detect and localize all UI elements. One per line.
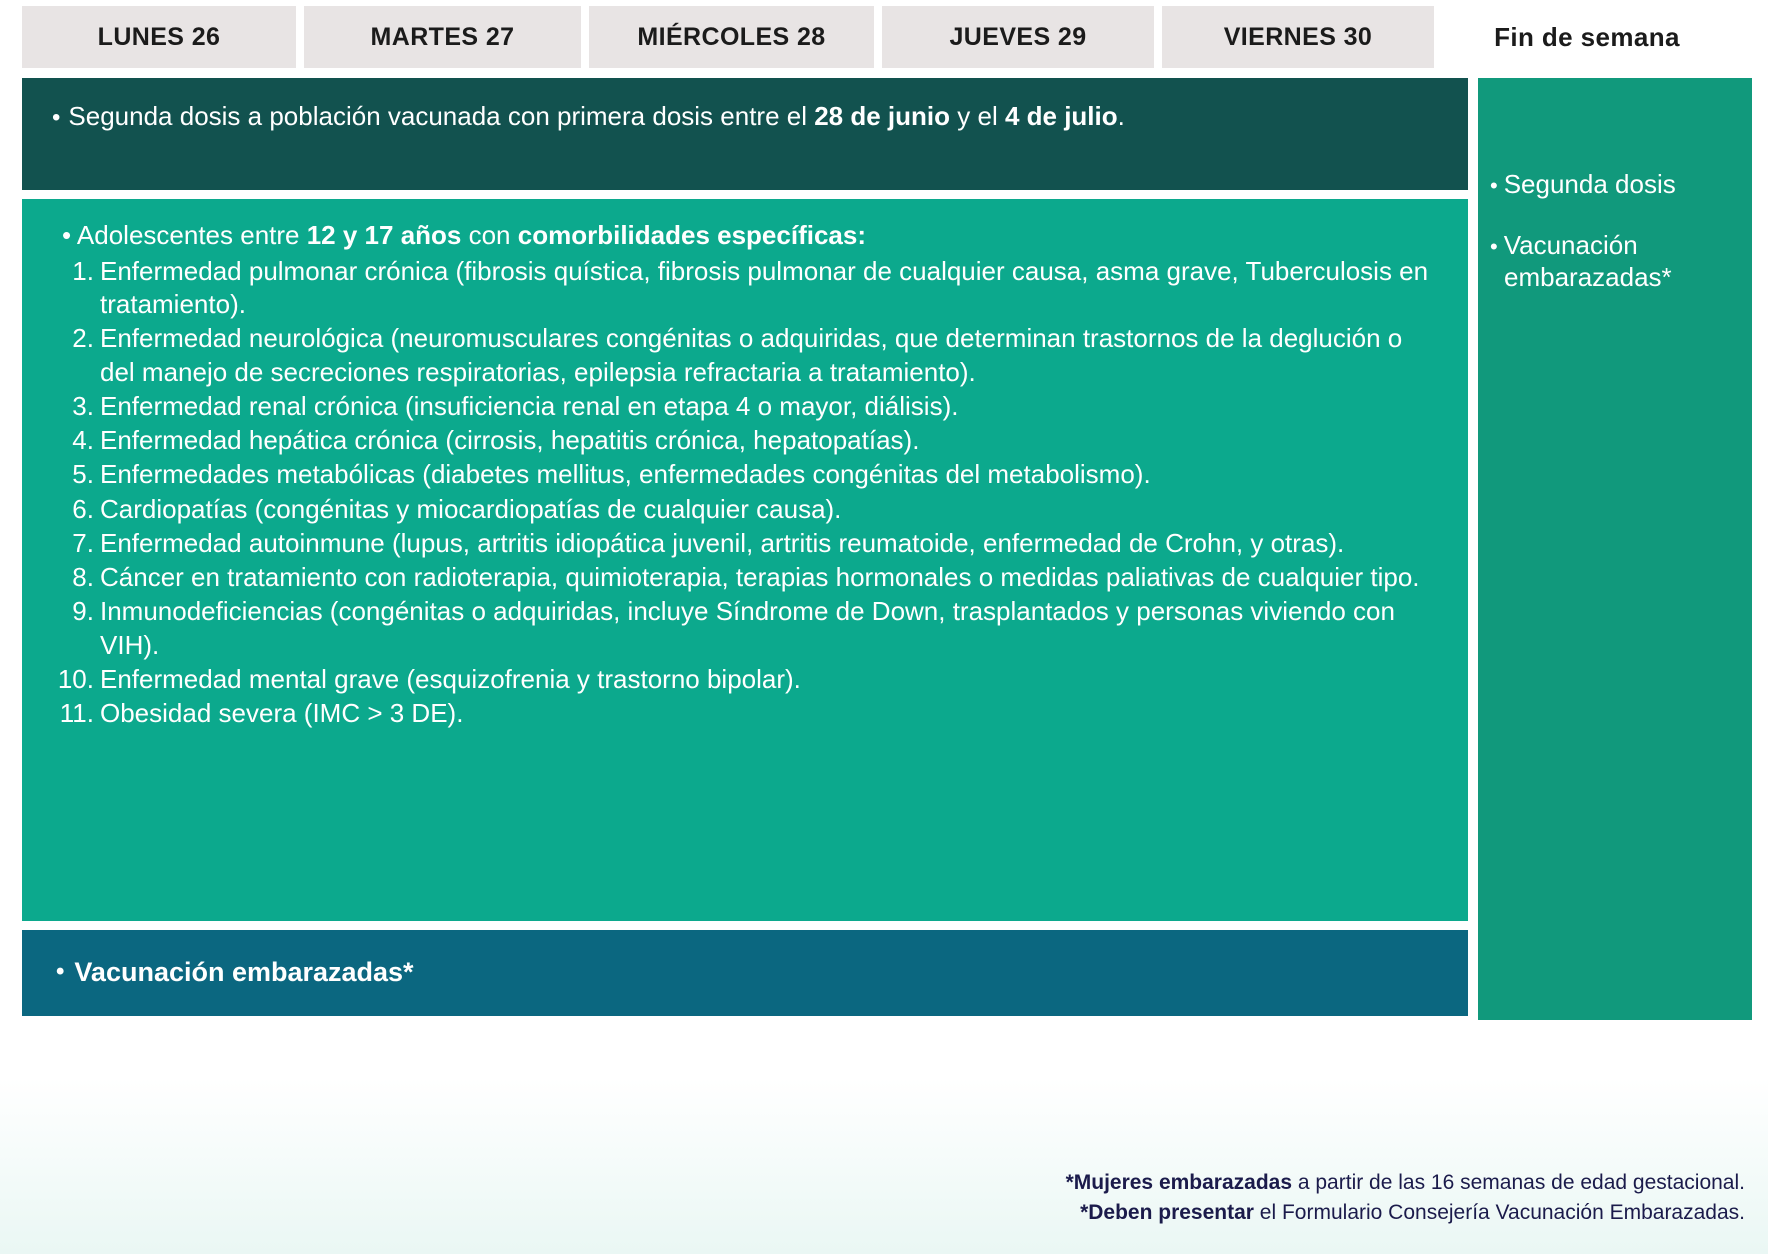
day-header-monday-label: LUNES 26	[97, 22, 221, 51]
adolescents-age-range: 12 y 17 años	[306, 220, 462, 250]
day-header-monday	[22, 6, 296, 68]
weekday-content-column	[22, 78, 1468, 1016]
footnote-2-bold: *Deben presentar	[1080, 1201, 1254, 1225]
day-header-tuesday	[304, 6, 581, 68]
footnote-required-form	[0, 1198, 1745, 1228]
pregnant-vaccination-band	[22, 930, 1468, 1016]
comorbidity-item: Enfermedades metabólicas (diabetes mellitus, enfermedades congénitas del metabolismo).	[100, 459, 1151, 490]
comorbidity-item: Enfermedad autoinmune (lupus, artritis idiopática juvenil, artritis reumatoide, enfermedad de Crohn, y otras).	[100, 527, 1345, 558]
bullet-icon: •	[1490, 233, 1498, 259]
bullet-icon: •	[62, 220, 72, 250]
footnotes	[0, 1168, 1745, 1229]
weekend-item-label: Segunda dosis	[1503, 169, 1676, 199]
comorbidity-item: Obesidad severa (IMC > 3 DE).	[100, 698, 464, 729]
comorbidity-item: Cáncer en tratamiento con radioterapia, quimioterapia, terapias hormonales o medidas paliativas de cualquier tipo.	[100, 562, 1420, 593]
day-header-tuesday-label: MARTES 27	[370, 22, 515, 51]
comorbidity-item: Enfermedad neurológica (neuromusculares congénitas o adquiridas, que determinan trastornos de la deglución o del manejo de secreciones respiratorias, epilepsia refractaria a tratamiento).	[100, 323, 1403, 387]
day-header-friday-label: VIERNES 30	[1223, 22, 1373, 51]
pregnant-vaccination-label: Vacunación embarazadas*	[74, 956, 414, 987]
adolescents-intro	[62, 219, 1442, 253]
weekend-item-label: Vacunación embarazadas*	[1503, 229, 1672, 292]
day-header-thursday-label: JUEVES 29	[949, 22, 1087, 51]
comorbidity-item: Cardiopatías (congénitas y miocardiopatías de cualquier causa).	[100, 493, 842, 524]
bullet-icon: •	[52, 104, 61, 131]
weekend-item-pregnant-vaccination	[1492, 229, 1738, 294]
adolescents-intro-middle: con	[461, 220, 518, 250]
second-dose-date-2: 4 de julio	[1004, 101, 1118, 131]
day-header-wednesday	[589, 6, 874, 68]
second-dose-text-prefix: Segunda dosis a población vacunada con primera dosis entre el	[68, 101, 815, 131]
footnote-pregnant-weeks	[0, 1168, 1745, 1198]
second-dose-text-middle: y el	[950, 101, 1005, 131]
day-header-weekend	[1442, 6, 1732, 68]
day-header-wednesday-label: MIÉRCOLES 28	[637, 22, 826, 51]
comorbidity-item: Enfermedad mental grave (esquizofrenia y trastorno bipolar).	[100, 663, 801, 694]
footnote-1-rest: a partir de las 16 semanas de edad gestacional.	[1292, 1171, 1745, 1194]
day-header-thursday	[882, 6, 1154, 68]
weekend-content-column	[1478, 78, 1752, 1020]
second-dose-date-1: 28 de junio	[814, 101, 951, 131]
comorbidity-item: Enfermedad hepática crónica (cirrosis, hepatitis crónica, hepatopatías).	[100, 425, 920, 456]
comorbidity-item: Inmunodeficiencias (congénitas o adquiridas, incluye Síndrome de Down, trasplantados y personas viviendo con VIH).	[100, 596, 1395, 660]
second-dose-text-suffix: .	[1117, 101, 1125, 131]
day-header-friday	[1162, 6, 1434, 68]
days-header-row	[22, 6, 1752, 68]
comorbidities-list	[52, 255, 1442, 731]
bullet-icon: •	[1490, 173, 1498, 198]
bullet-icon: •	[56, 958, 65, 985]
day-header-weekend-label: Fin de semana	[1494, 21, 1680, 52]
comorbidity-item: Enfermedad renal crónica (insuficiencia renal en etapa 4 o mayor, diálisis).	[100, 390, 959, 421]
footnote-2-rest: el Formulario Consejería Vacunación Embarazadas.	[1253, 1201, 1745, 1225]
adolescents-comorbidities-band	[22, 199, 1468, 921]
weekend-item-second-dose	[1492, 168, 1738, 201]
adolescents-intro-prefix: Adolescentes entre	[76, 220, 307, 250]
footnote-1-bold: *Mujeres embarazadas	[1065, 1171, 1293, 1194]
second-dose-band	[22, 78, 1468, 190]
comorbidity-item: Enfermedad pulmonar crónica (fibrosis quística, fibrosis pulmonar de cualquier causa, asma grave, Tuberculosis en tratamiento).	[100, 255, 1429, 320]
adolescents-comorbidities-label: comorbilidades específicas:	[517, 220, 866, 250]
